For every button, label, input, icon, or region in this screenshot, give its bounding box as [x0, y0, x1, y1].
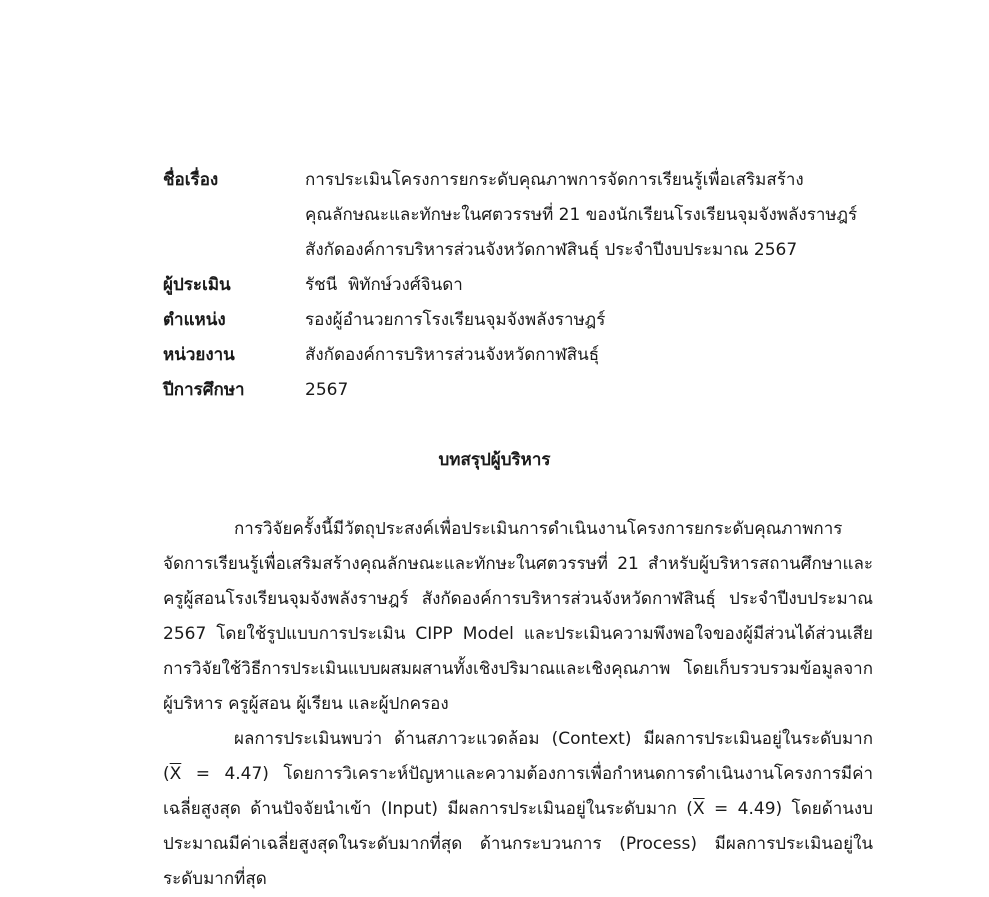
- meta-row-title: [163, 163, 873, 268]
- summary-paragraph-1: การวิจัยครั้งนี้มีวัตถุประสงค์เพื่อประเมินการดำเนินงานโครงการยกระดับคุณภาพการจัดการเรียนรู้เพื่อเสริมสร้างคุณลักษณะและทักษะในศตวรรษที่ 21 สำหรับผู้บริหารสถานศึกษาและครูผู้สอนโรงเรียนจุมจังพลังราษฎร์ สังกัดองค์การบริหารส่วนจังหวัดกาฬสินธุ์ ประจำปีงบประมาณ 2567 โดยใช้รูปแบบการประเมิน CIPP Model และประเมินความพึงพอใจของผู้มีส่วนได้ส่วนเสีย การวิจัยใช้วิธีการประเมินแบบผสมผสานทั้งเชิงปริมาณและเชิงคุณภาพ โดยเก็บรวบรวมข้อมูลจากผู้บริหาร ครูผู้สอน ผู้เรียน และผู้ปกครอง: [163, 519, 873, 714]
- paragraph-2-text-c: = 4.49) โดยด้านงบประมาณมีค่าเฉลี่ยสูงสุดในระดับมากที่สุด ด้านกระบวนการ (Process) มีผลการประเมินอยู่ในระดับมากที่สุด: [163, 799, 873, 889]
- mean-symbol-1: $\overline{X}$: [169, 764, 182, 784]
- evaluator-label: ผู้ประเมิน: [163, 275, 231, 295]
- title-value: การประเมินโครงการยกระดับคุณภาพการจัดการเรียนรู้เพื่อเสริมสร้างคุณลักษณะและทักษะในศตวรรษที่ 21 ของนักเรียนโรงเรียนจุมจังพลังราษฎร์ สังกัดองค์การบริหารส่วนจังหวัดกาฬสินธุ์ ประจำปีงบประมาณ 2567: [305, 170, 858, 260]
- title-label: ชื่อเรื่อง: [163, 170, 219, 190]
- position-label: ตำแหน่ง: [163, 310, 226, 330]
- summary-paragraph-2: [163, 722, 873, 897]
- year-label: ปีการศึกษา: [163, 380, 245, 400]
- evaluator-value: รัชนี พิทักษ์วงศ์จินดา: [305, 275, 463, 295]
- meta-row-year: [163, 373, 873, 408]
- mean-symbol-2: $\overline{X}$: [692, 799, 705, 819]
- meta-row-position: [163, 303, 873, 338]
- section-title: บทสรุปผู้บริหาร: [438, 450, 551, 470]
- agency-value: สังกัดองค์การบริหารส่วนจังหวัดกาฬสินธุ์: [305, 345, 600, 365]
- meta-row-evaluator: [163, 268, 873, 303]
- meta-row-agency: [163, 338, 873, 373]
- position-value: รองผู้อำนวยการโรงเรียนจุมจังพลังราษฎร์: [305, 310, 606, 330]
- executive-summary: [163, 512, 873, 897]
- document-meta: [163, 163, 873, 408]
- paragraph-2-text-a: ผลการประเมินพบว่า ด้านสภาวะแวดล้อม (Context) มีผลการประเมินอยู่ในระดับมาก (: [163, 729, 873, 784]
- paragraph-2-text-b: = 4.47) โดยการวิเคราะห์ปัญหาและความต้องการเพื่อกำหนดการดำเนินงานโครงการมีค่าเฉลี่ยสูงสุด ด้านปัจจัยนำเข้า (Input) มีผลการประเมินอยู่ในระดับมาก (: [163, 764, 873, 819]
- agency-label: หน่วยงาน: [163, 345, 235, 365]
- year-value: 2567: [305, 380, 349, 400]
